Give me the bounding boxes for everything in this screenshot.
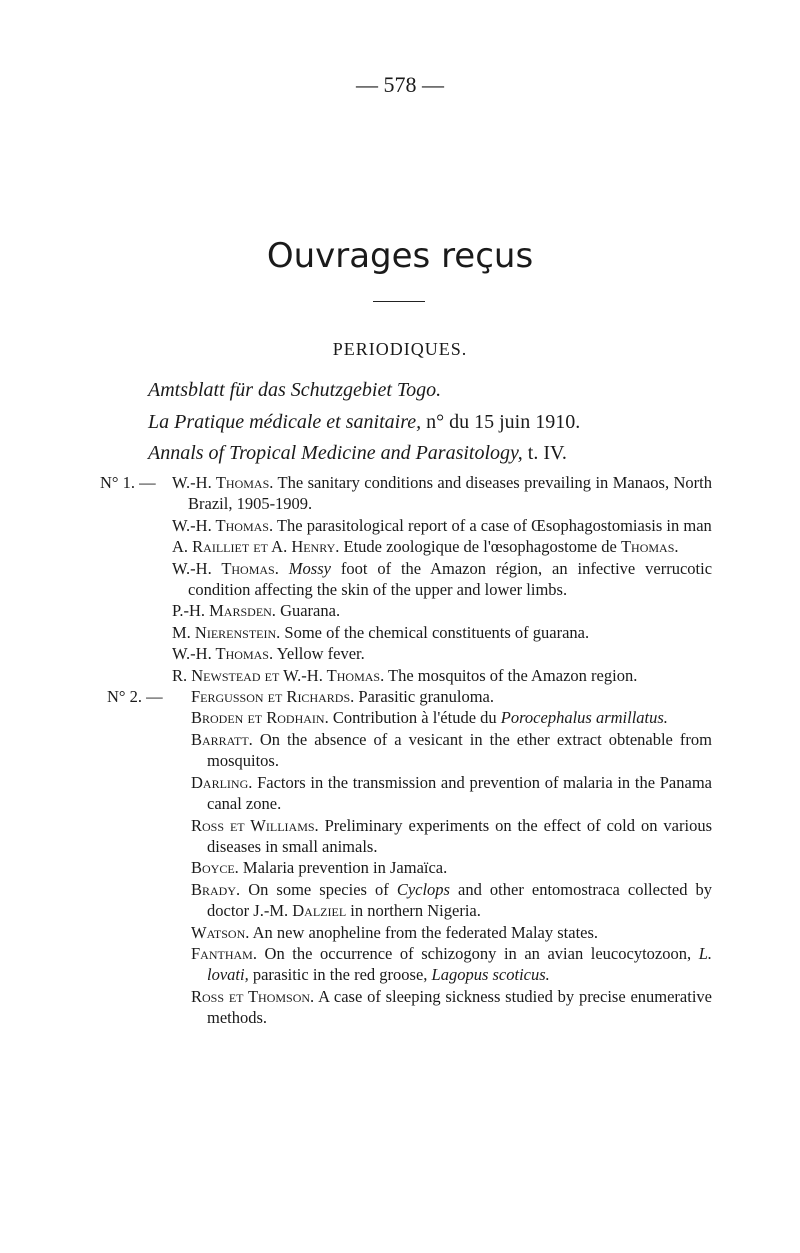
entry-text: Guarana. <box>275 601 341 621</box>
entry-authors: Brady. <box>191 879 241 899</box>
issue-list <box>100 472 713 1029</box>
entry-text: On the absence of a vesicant in the ether extract obtenable from mosquitos. <box>207 729 712 771</box>
entry-text: On some species of <box>240 879 397 899</box>
entry-authors: Ross et Thomson. <box>191 986 315 1006</box>
entry-text: An new anopheline from the federated Malay states. <box>249 922 599 942</box>
issue-number: N° 2. — <box>107 687 163 707</box>
entry-authors: Thomas. <box>620 537 679 557</box>
entry-authors: Dalziel <box>292 901 347 921</box>
bibliography-entry <box>112 622 712 643</box>
section-heading: PERIODIQUES. <box>332 339 468 359</box>
entry-italic-text: Mossy <box>288 558 331 578</box>
entry-authors: Fergusson et Richards. <box>191 687 355 707</box>
entry-text: The sanitary conditions and diseases prevailing in Manaos, North Brazil, 1905-1909. <box>188 473 712 514</box>
bibliography-entry <box>112 857 712 878</box>
entry-authors: W.-H. Thomas. <box>172 644 274 664</box>
bibliography-entry <box>100 472 712 515</box>
entry-text: On the occurrence of schizogony in an avian leucocytozoon, <box>256 943 699 963</box>
title-divider <box>373 301 425 302</box>
entry-text: Factors in the transmission and prevention of malaria in the Panama canal zone. <box>207 772 712 814</box>
journal-pratique-medicale <box>148 411 580 434</box>
entry-authors: Ross et Williams. <box>191 815 319 835</box>
bibliography-entry <box>112 986 712 1029</box>
entry-authors: Boyce. <box>191 858 239 878</box>
entry-authors: W.-H. Thomas. <box>172 515 274 535</box>
entry-text: The parasitological report of a case of Œsophagostomiasis in man <box>273 515 712 535</box>
entry-text: The mosquitos of the Amazon region. <box>384 665 638 685</box>
bibliography-entry <box>112 815 712 858</box>
entry-text: A case of sleeping sickness studied by precise enumerative methods. <box>207 986 712 1028</box>
entry-authors: Broden et Rodhain. <box>191 708 329 728</box>
entry-authors: Barratt. <box>191 729 253 749</box>
bibliography-entry <box>112 922 712 943</box>
entry-text: Malaria prevention in Jamaïca. <box>238 858 448 878</box>
journal-detail: n° du 15 juin 1910. <box>421 411 581 433</box>
bibliography-entry <box>112 536 712 557</box>
entry-text: Etude zoologique de l'œsophagostome de <box>339 537 621 557</box>
entry-italic-text: Lagopus scoticus. <box>431 965 550 985</box>
entry-text: Parasitic granuloma. <box>354 687 495 707</box>
bibliography-entry <box>112 729 712 772</box>
bibliography-entry <box>112 772 712 815</box>
entry-authors: Fantham. <box>191 943 257 963</box>
entry-text: Preliminary experiments on the effect of cold on various diseases in small animals. <box>207 815 712 856</box>
page-number: — 578 — <box>356 72 444 97</box>
page-title: Ouvrages reçus <box>266 236 534 276</box>
journal-amtsblatt: Amtsblatt für das Schutzgebiet Togo. <box>148 379 442 401</box>
bibliography-entry <box>112 600 712 621</box>
journal-detail: t. IV. <box>522 442 567 464</box>
bibliography-entry <box>112 707 712 728</box>
journal-title: La Pratique médicale et sanitaire, <box>148 411 422 433</box>
entry-italic-text: Porocephalus armillatus. <box>500 708 668 728</box>
bibliography-entry <box>112 558 712 601</box>
entry-text: in northern Nigeria. <box>346 901 481 921</box>
journal-annals-tropical-medicine <box>148 442 567 465</box>
entry-text: and other entomostraca collected by doctor J.-M. <box>207 879 712 921</box>
bibliography-entry <box>112 665 712 686</box>
entry-authors: Watson. <box>191 922 250 942</box>
entry-authors: P.-H. Marsden. <box>172 601 276 621</box>
entry-authors: M. Nierenstein. <box>172 622 281 642</box>
entry-authors: A. Railliet et A. Henry. <box>172 537 340 557</box>
entry-italic-text: L. lovati, <box>207 943 712 985</box>
entry-text <box>279 559 289 578</box>
issue-number: N° 1. — <box>100 473 156 492</box>
entry-text: foot of the Amazon région, an infective verrucotic condition affecting the skin of the upper and lower limbs. <box>188 558 713 600</box>
bibliography-entry <box>112 943 712 986</box>
entry-authors: W.-H. Thomas. <box>172 558 279 578</box>
entry-text: Contribution à l'étude du <box>328 708 501 728</box>
bibliography-entry <box>107 686 712 707</box>
bibliography-entry <box>112 879 712 922</box>
entry-authors: Darling. <box>191 772 253 792</box>
bibliography-entry <box>112 515 712 536</box>
entry-authors: W.-H. Thomas. <box>172 473 274 492</box>
journal-title: Annals of Tropical Medicine and Parasitology, <box>148 442 523 464</box>
entry-italic-text: Cyclops <box>396 879 450 899</box>
entry-authors: R. Newstead et W.-H. Thomas. <box>172 665 385 685</box>
bibliography-entry <box>112 643 712 664</box>
entry-text: parasitic in the red groose, <box>248 965 432 985</box>
entry-text: Yellow fever. <box>273 644 365 664</box>
entry-text: Some of the chemical constituents of guarana. <box>280 622 590 642</box>
